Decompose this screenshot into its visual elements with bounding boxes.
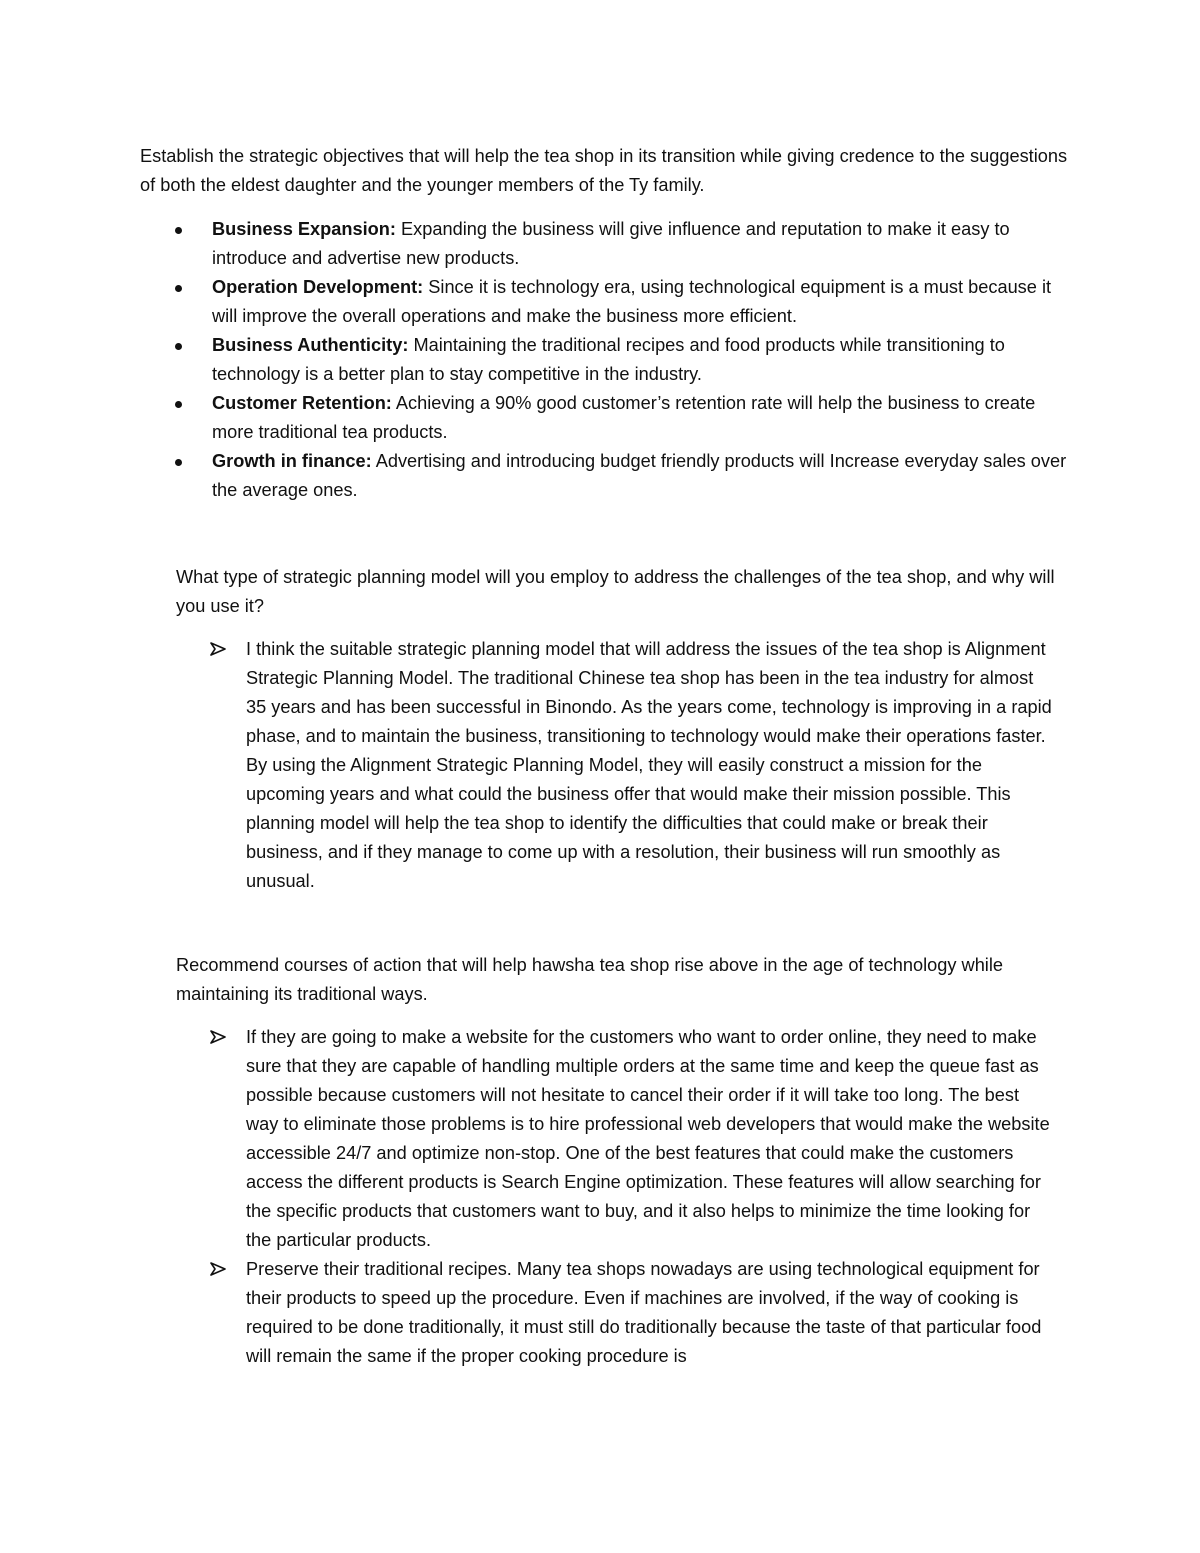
objective-term: Growth in finance: xyxy=(212,451,372,471)
list-item xyxy=(0,273,1072,331)
objective-text: Maintaining the traditional recipes and food products while transitioning to technology is a better plan to stay competitive in the industry. xyxy=(212,335,1005,384)
arrowhead-bullet-icon xyxy=(210,641,226,657)
question-2-answer-list xyxy=(0,635,1200,896)
list-item xyxy=(0,389,1072,447)
arrowhead-bullet-icon xyxy=(210,1029,226,1045)
objective-text: Achieving a 90% good customer’s retention rate will help the business to create more traditional tea products. xyxy=(212,393,1036,442)
list-item xyxy=(0,635,1056,896)
question-2-paragraph: What type of strategic planning model will you employ to address the challenges of the tea shop, and why will you use it? xyxy=(176,567,1055,616)
list-item xyxy=(0,331,1072,389)
objective-text: Expanding the business will give influence and reputation to make it easy to introduce and advertise new products. xyxy=(212,219,1010,268)
objective-term: Business Authenticity: xyxy=(212,335,409,355)
bullet-icon xyxy=(175,343,182,350)
objective-term: Operation Development: xyxy=(212,277,424,297)
bullet-icon xyxy=(175,285,182,292)
list-item xyxy=(0,1255,1056,1371)
objective-text: Advertising and introducing budget friendly products will Increase everyday sales over the average ones. xyxy=(212,451,1067,500)
objective-term: Business Expansion: xyxy=(212,219,396,239)
objectives-list xyxy=(0,215,1200,505)
objective-text: Since it is technology era, using technological equipment is a must because it will improve the overall operations and make the business more efficient. xyxy=(212,277,1052,326)
intro-paragraph: Establish the strategic objectives that will help the tea shop in its transition while giving credence to the suggestions of both the eldest daughter and the younger members of the Ty family. xyxy=(140,146,1068,195)
bullet-icon xyxy=(175,459,182,466)
list-item xyxy=(0,215,1072,273)
objective-term: Customer Retention: xyxy=(212,393,392,413)
question-3-answer-list xyxy=(0,1023,1200,1371)
answer-text: Preserve their traditional recipes. Many tea shops nowadays are using technological equipment for their products to speed up the procedure. Even if machines are involved, if the way of cooking is required to be done traditionally, it must still do traditionally because the taste of that particular food will remain the same if the proper cooking procedure is xyxy=(246,1259,1042,1366)
arrowhead-bullet-icon xyxy=(210,1261,226,1277)
answer-text: If they are going to make a website for the customers who want to order online, they need to make sure that they are capable of handling multiple orders at the same time and keep the queue fast as possible because customers will not hesitate to cancel their order if it will take too long. The best way to eliminate those problems is to hire professional web developers that would make the website accessible 24/7 and optimize non-stop. One of the best features that could make the customers access the different products is Search Engine optimization. These features will allow searching for the specific products that customers want to buy, and it also helps to minimize the time looking for the particular products. xyxy=(246,1027,1050,1250)
list-item xyxy=(0,447,1072,505)
question-3-paragraph: Recommend courses of action that will help hawsha tea shop rise above in the age of technology while maintaining its traditional ways. xyxy=(176,955,1004,1004)
list-item xyxy=(0,1023,1056,1255)
bullet-icon xyxy=(175,401,182,408)
bullet-icon xyxy=(175,227,182,234)
answer-text: I think the suitable strategic planning model that will address the issues of the tea shop is Alignment Strategic Planning Model. The traditional Chinese tea shop has been in the tea industry for almost 35 years and has been successful in Binondo. As the years come, technology is improving in a rapid phase, and to maintain the business, transitioning to technology would make their operations faster. By using the Alignment Strategic Planning Model, they will easily construct a mission for the upcoming years and what could the business offer that would make their mission possible. This planning model will help the tea shop to identify the difficulties that could make or break their business, and if they manage to come up with a resolution, their business will run smoothly as unusual. xyxy=(246,639,1052,891)
